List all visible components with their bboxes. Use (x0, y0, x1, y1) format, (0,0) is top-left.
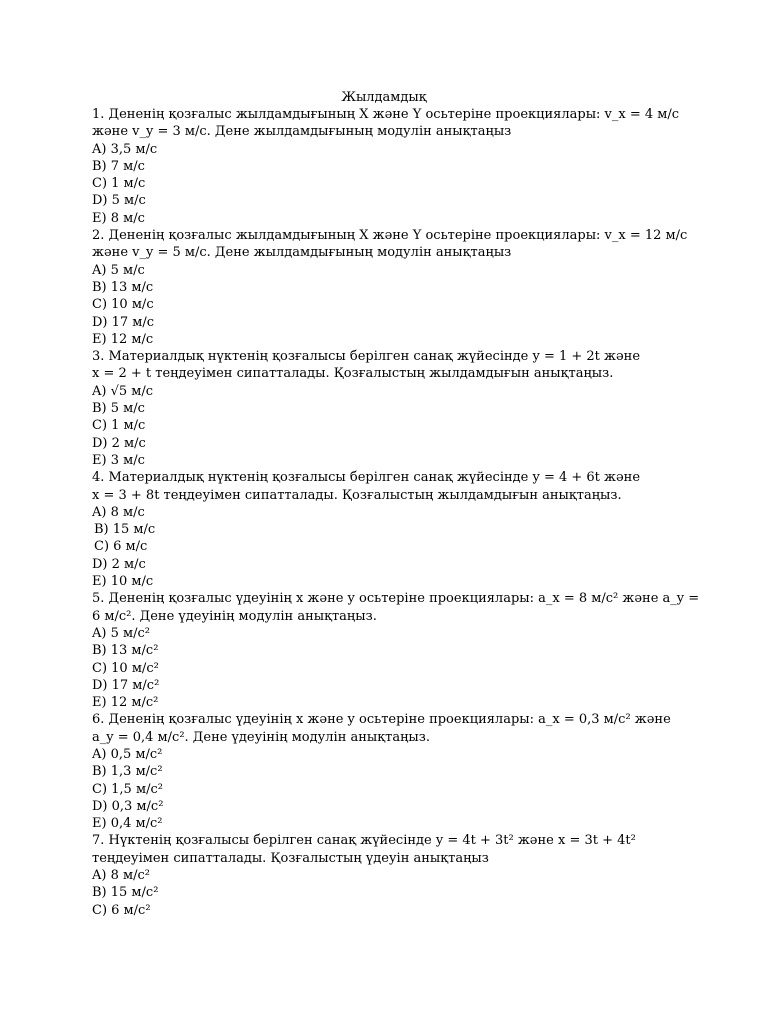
answer-option: A) 8 м/с (92, 504, 145, 520)
question-line: 6. Дененің қозғалыс үдеуінің x және y осьтеріне проекциялары: a_x = 0,3 м/с² және (92, 712, 671, 728)
question-line: 5. Дененің қозғалыс үдеуінің x және y осьтеріне проекциялары: a_x = 8 м/с² және a_y = (92, 591, 700, 607)
answer-option: E) 12 м/с (92, 331, 154, 347)
question-line: 4. Материалдық нүктенің қозғалысы берілген санақ жүйесінде y = 4 + 6t және (92, 470, 641, 486)
answer-option: E) 10 м/с (92, 574, 154, 590)
answer-option: D) 5 м/с (92, 193, 146, 209)
answer-option: C) 6 м/с² (92, 902, 151, 918)
question-text (92, 711, 672, 746)
question-line: 7. Нүктенің қозғалысы берілген санақ жүйесінде y = 4t + 3t² және x = 3t + 4t² (92, 833, 636, 849)
answer-option: D) 2 м/с (92, 435, 146, 451)
answer-option: E) 12 м/с² (92, 695, 159, 711)
question-4 (92, 469, 672, 590)
question-text (92, 227, 688, 262)
answer-option: A) 3,5 м/с (92, 141, 158, 157)
answer-option: E) 0,4 м/с² (92, 816, 163, 832)
answer-option: B) 1,3 м/с² (92, 764, 163, 780)
answer-option: B) 5 м/с (92, 401, 145, 417)
document-title: Жылдамдық (341, 90, 427, 105)
question-5 (92, 590, 700, 711)
question-2 (92, 227, 688, 348)
question-text (92, 348, 672, 383)
answer-option: B) 13 м/с² (92, 643, 159, 659)
question-line: a_y = 0,4 м/с². Дене үдеуінің модулін анықтаңыз. (92, 729, 430, 745)
answer-option: B) 13 м/с (92, 279, 154, 295)
question-text (92, 590, 700, 625)
answer-option: D) 17 м/с (92, 314, 155, 330)
answer-option: C) 1,5 м/с² (92, 781, 163, 797)
answer-option: D) 0,3 м/с² (92, 798, 164, 814)
answer-option: B) 7 м/с (92, 158, 145, 174)
question-line: және v_y = 5 м/с. Дене жылдамдығының модулін анықтаңыз (92, 245, 512, 261)
answer-option: C) 6 м/с (94, 539, 148, 555)
question-text (92, 469, 672, 504)
question-7 (92, 832, 672, 918)
question-text (92, 106, 680, 141)
answer-option: A) 5 м/с² (92, 625, 150, 641)
answer-option: A) 0,5 м/с² (92, 746, 163, 762)
answer-option: A) √5 м/с (92, 383, 154, 399)
answer-option: B) 15 м/с (94, 522, 156, 538)
question-line: теңдеуімен сипатталады. Қозғалыстың үдеуін анықтаңыз (92, 850, 489, 866)
question-line: 1. Дененің қозғалыс жылдамдығының X және Y осьтеріне проекциялары: v_x = 4 м/с (92, 107, 680, 122)
question-line: 6 м/с². Дене үдеуінің модулін анықтаңыз. (92, 608, 377, 624)
answer-option: A) 5 м/с (92, 262, 145, 278)
question-list (92, 106, 700, 919)
question-line: және v_y = 3 м/с. Дене жылдамдығының модулін анықтаңыз (92, 124, 512, 140)
answer-option: C) 1 м/с (92, 176, 146, 192)
answer-option: B) 15 м/с² (92, 885, 159, 901)
answer-option: C) 10 м/с (92, 297, 154, 313)
question-6 (92, 711, 672, 832)
answer-option: A) 8 м/с² (92, 868, 150, 884)
question-line: 2. Дененің қозғалыс жылдамдығының X және Y осьтеріне проекциялары: v_x = 12 м/с (92, 228, 688, 244)
question-3 (92, 348, 672, 469)
question-line: x = 2 + t теңдеуімен сипатталады. Қозғалыстың жылдамдығын анықтаңыз. (92, 366, 614, 382)
answer-option: C) 10 м/с² (92, 660, 159, 676)
answer-option: D) 17 м/с² (92, 677, 160, 693)
answer-option: E) 8 м/с (92, 210, 145, 226)
question-text (92, 832, 672, 867)
answer-option: E) 3 м/с (92, 452, 145, 468)
question-1 (92, 106, 680, 227)
question-line: 3. Материалдық нүктенің қозғалысы берілген санақ жүйесінде y = 1 + 2t және (92, 349, 641, 365)
question-line: x = 3 + 8t теңдеуімен сипатталады. Қозғалыстың жылдамдығын анықтаңыз. (92, 487, 622, 503)
answer-option: D) 2 м/с (92, 556, 146, 572)
answer-option: C) 1 м/с (92, 418, 146, 434)
